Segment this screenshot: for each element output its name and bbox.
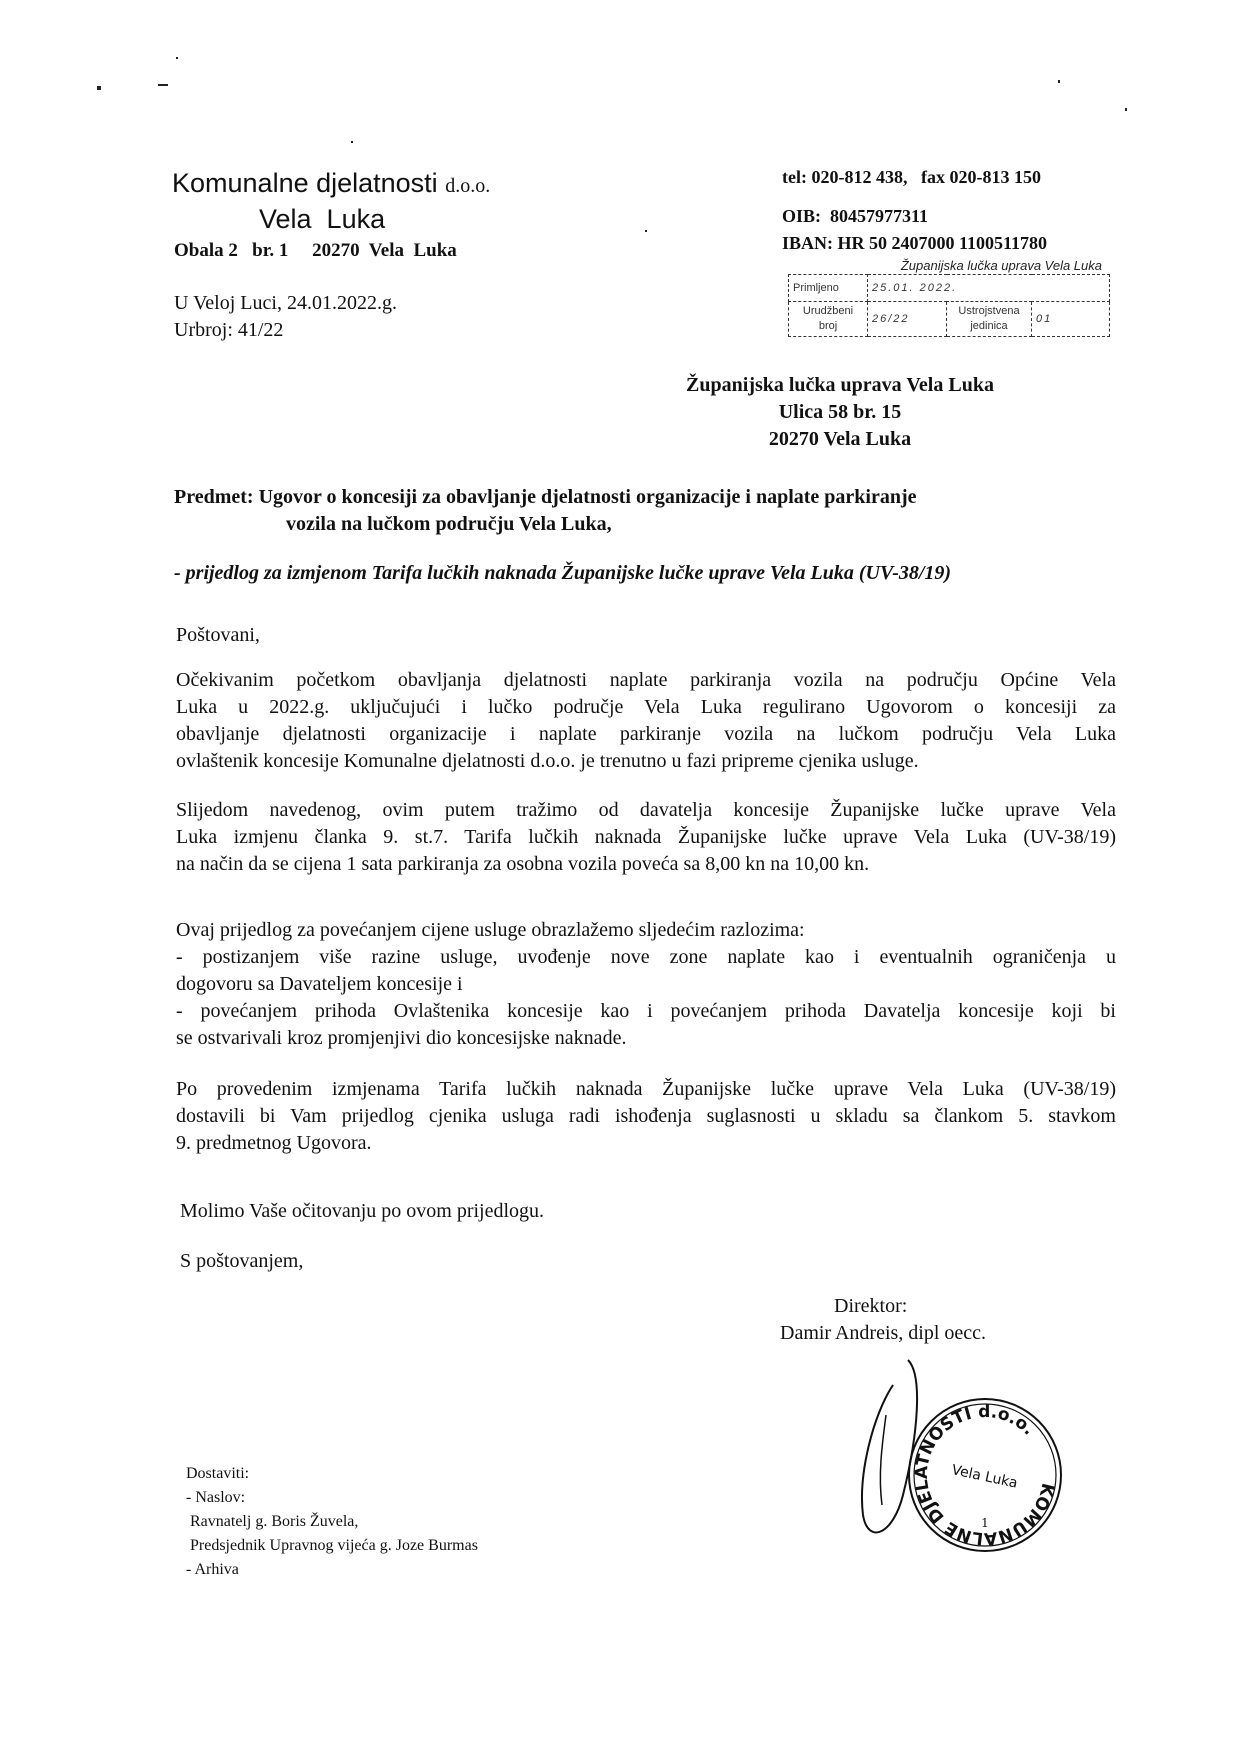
stamp-unit-value: 01 [1032,302,1110,337]
subject [174,484,917,538]
seal-center-text: Vela Luka [950,1462,1019,1492]
paragraph-line: dogovoru sa Davateljem koncesije i [176,973,463,995]
closing-salutation: S poštovanjem, [180,1250,304,1272]
recipient-name: Županijska lučka uprava Vela Luka [686,374,994,396]
stamp-unit-label-1: Ustrojstvena [958,305,1020,317]
body-paragraph-1 [176,667,1116,775]
body-paragraph-3 [176,917,1116,1052]
stamp-reg-label [789,302,868,337]
scan-speck [351,141,353,143]
paragraph-line: - povećanjem prihoda Ovlaštenika koncesije kao i povećanjem prihoda Davatelja koncesije koji bi [176,1000,1116,1022]
body-paragraph-2 [176,797,1116,878]
distribution-subitem: Ravnatelj g. Boris Žuvela, [190,1513,359,1530]
stamp-received-label: Primljeno [789,275,868,302]
paragraph-line: Ovaj prijedlog za povećanjem cijene usluge obrazlažemo sljedećim razlozima: [176,919,805,941]
recipient-address [640,372,1040,453]
seal-number: 1 [981,1516,989,1530]
distribution-list [186,1462,478,1582]
stamp-unit-label [947,302,1032,337]
paragraph-line: na način da se cijena 1 sata parkiranja za osobna vozila poveća sa 8,00 kn na 10,00 kn. [176,853,870,875]
subject-proposal: - prijedlog za izmjenom Tarifa lučkih naknada Županijske lučke uprave Vela Luka (UV-38/19) [174,562,952,584]
subject-line-1: Ugovor o koncesiji za obavljanje djelatnosti organizacije i naplate parkiranje [258,486,917,508]
greeting: Poštovani, [176,624,260,646]
paragraph-line: 9. predmetnog Ugovora. [176,1132,372,1154]
paragraph-line: Luka izmjenu članka 9. st.7. Tarifa lučkih naknada Županijske lučke uprave Vela Luka (UV-38/19) [176,826,1116,848]
stamp-reg-value: 26/22 [868,302,947,337]
stamp-table [788,274,1110,337]
scan-speck [645,230,647,232]
recipient-city: 20270 Vela Luka [768,428,912,450]
stamp-reg-label-2: broj [818,320,838,332]
contact-iban: IBAN: HR 50 2407000 1100511780 [782,233,1048,253]
company-name-text: Komunalne djelatnosti [172,168,438,198]
company-address: Obala 2 br. 1 20270 Vela Luka [174,240,457,261]
paragraph-line: Slijedom navedenog, ovim putem tražimo od davatelja koncesije Županijske lučke uprave Vela [176,799,1116,821]
paragraph-line: se ostvarivali kroz promjenjivi dio koncesijske naknade. [176,1027,627,1049]
company-city: Vela Luka [259,204,386,234]
body-paragraph-4 [176,1076,1116,1157]
distribution-item: - Naslov: [186,1489,246,1506]
company-suffix: d.o.o. [445,175,491,197]
distribution-item: - Arhiva [186,1561,239,1578]
paragraph-line: ovlaštenik koncesije Komunalne djelatnosti d.o.o. je trenutno u fazi pripreme cjenika usluge. [176,750,919,772]
closing-request: Molimo Vaše očitovanju po ovom prijedlogu. [180,1200,545,1222]
paragraph-line: dostavili bi Vam prijedlog cjenika usluga radi ishođenja suglasnosti u skladu sa člankom 5. stavkom [176,1105,1116,1127]
contact-tel-fax: tel: 020-812 438, fax 020-813 150 [782,167,1041,187]
stamp-received-value: 25.01. 2022. [868,275,1110,302]
scan-speck [1058,80,1060,83]
reference-number: Urbroj: 41/22 [174,319,284,341]
subject-label: Predmet: [174,486,254,508]
scan-speck [176,57,178,59]
recipient-street: Ulica 58 br. 15 [778,401,902,423]
director-name: Damir Andreis, dipl oecc. [780,1322,987,1344]
subject-line-2: vozila na lučkom području Vela Luka, [286,513,612,535]
scan-speck [97,86,101,90]
stamp-institution: Županijska lučka uprava Vela Luka [900,258,1102,273]
seal-ring-text: KOMUNALNE DJELATNOSTI d.o.o. [911,1401,1058,1549]
paragraph-line: Luka u 2022.g. uključujući i lučko područje Vela Luka regulirano Ugovorom o koncesiji za [176,696,1116,718]
stamp-unit-label-2: jedinica [970,320,1008,332]
receipt-stamp [788,258,1110,337]
stamp-reg-label-1: Urudžbeni [802,305,854,317]
paragraph-line: Očekivanim početkom obavljanja djelatnosti naplate parkiranja vozila na području Općine Vela [176,669,1116,691]
paragraph-line: - postizanjem više razine usluge, uvođenje nove zone naplate kao i eventualnih ograničenja u [176,946,1116,968]
contact-oib: OIB: 80457977311 [782,206,929,226]
paragraph-line: Po provedenim izmjenama Tarifa lučkih naknada Županijske lučke uprave Vela Luka (UV-38/19) [176,1078,1116,1100]
place-and-date: U Veloj Luci, 24.01.2022.g. [174,292,397,314]
distribution-label: Dostaviti: [186,1465,250,1482]
scan-speck [158,84,168,86]
paragraph-line: obavljanje djelatnosti organizacije i naplate parkiranje vozila na lučkom području Vela Luka [176,723,1116,745]
scan-speck [1125,108,1127,111]
director-title: Direktor: [834,1295,908,1317]
company-seal [905,1395,1065,1555]
distribution-subitem: Predsjednik Upravnog vijeća g. Joze Burmas [190,1537,478,1554]
company-name [172,168,490,199]
